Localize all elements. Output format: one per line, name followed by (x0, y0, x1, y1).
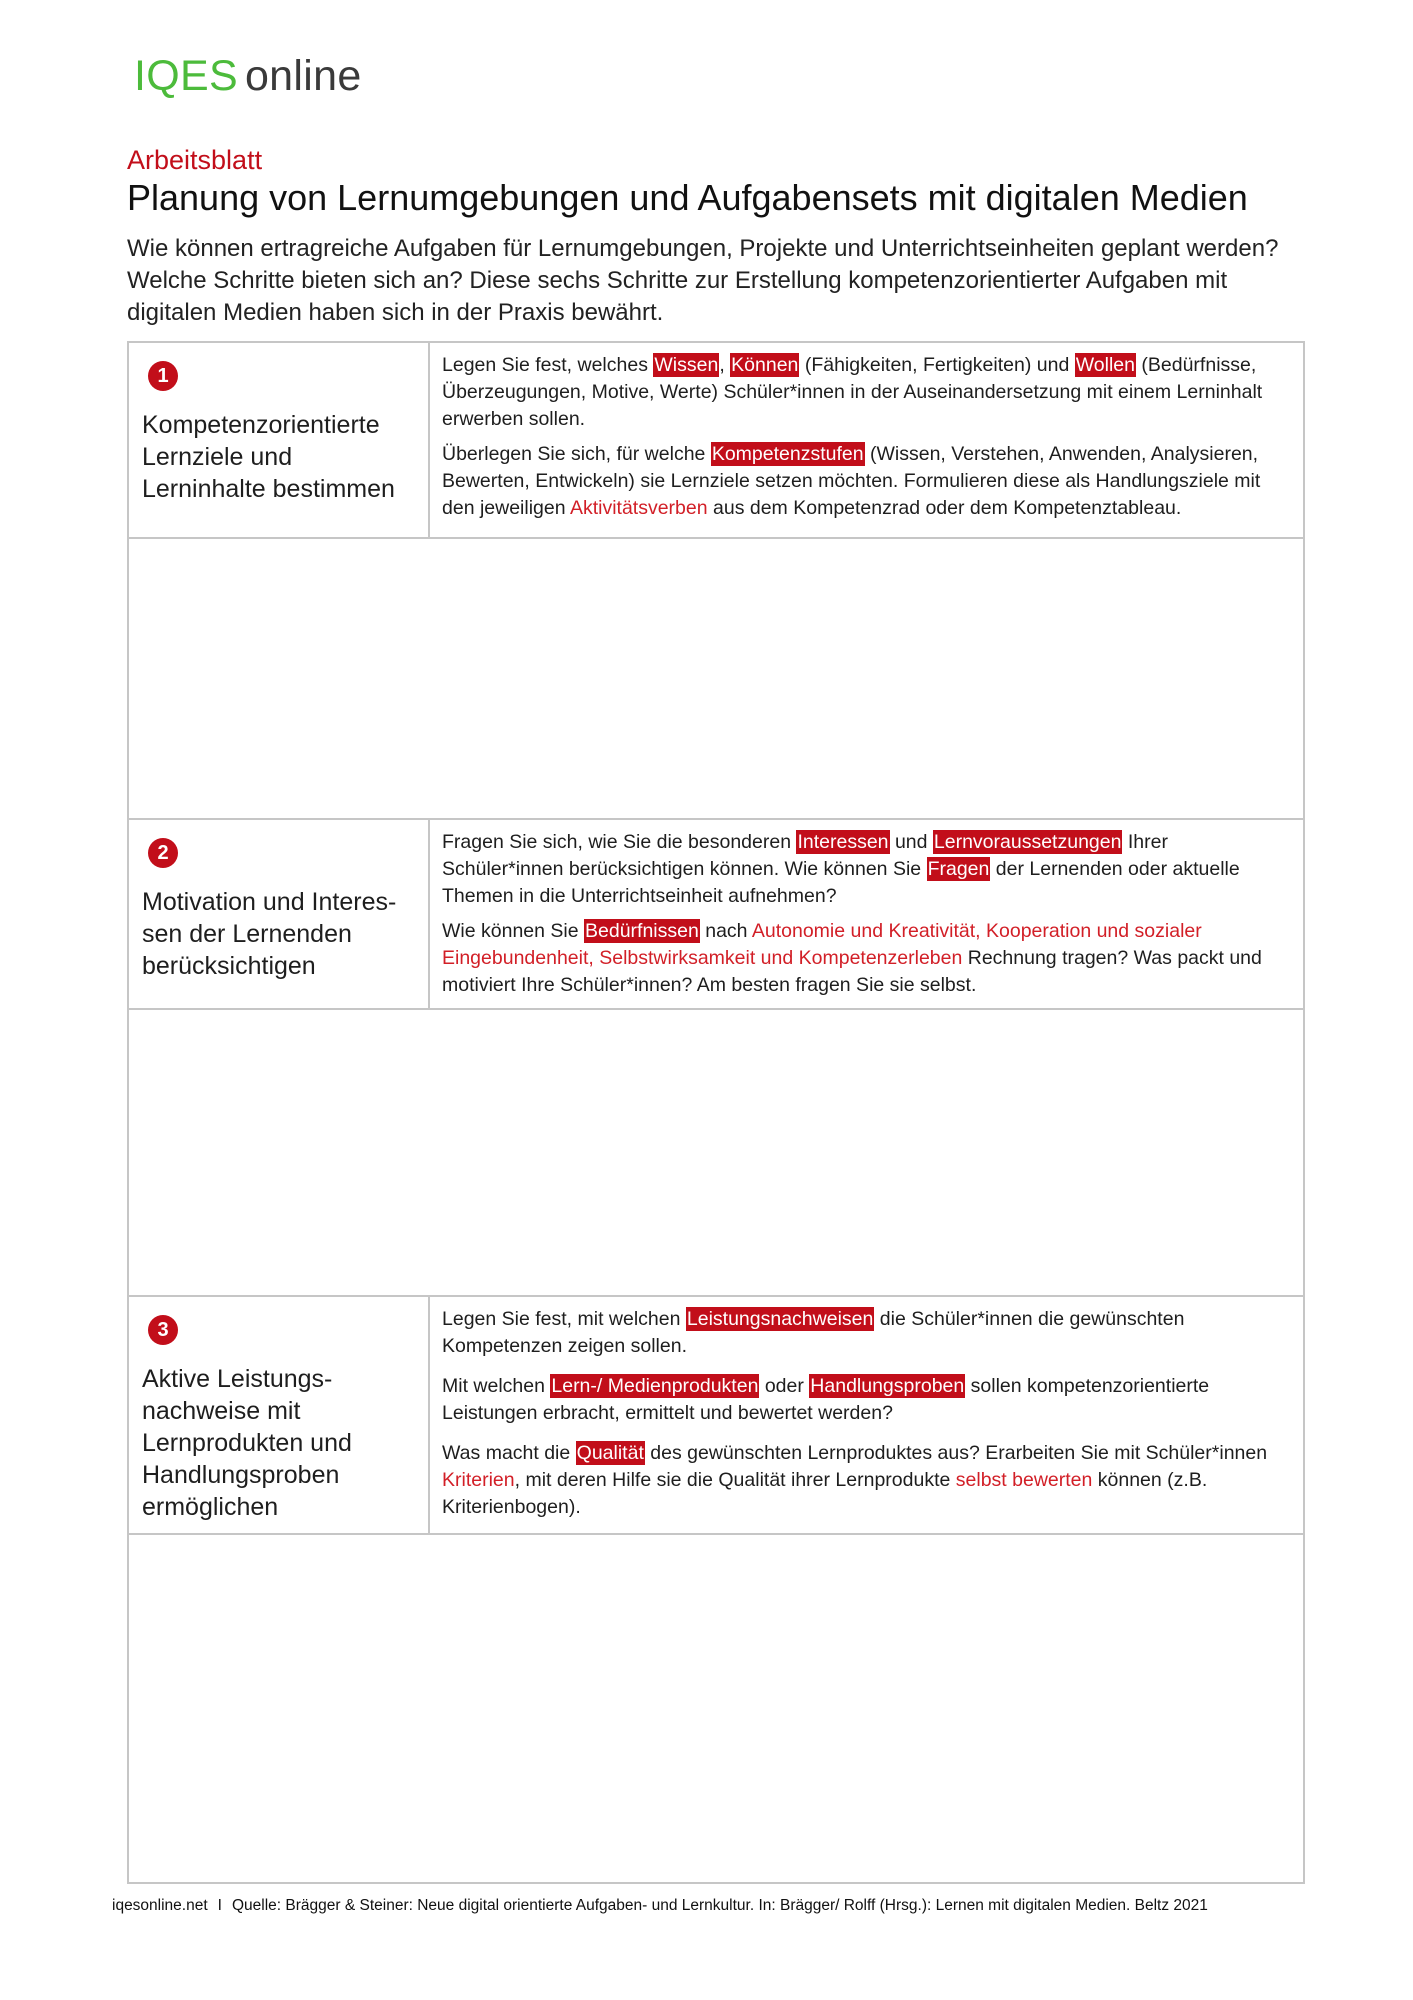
paragraph-text: Rechnung tragen? Was packt und motiviert Ihre Schüler*innen? Am besten fragen Sie sie selbst. (442, 947, 1262, 996)
highlighted-term: Wollen (1075, 354, 1135, 376)
highlighted-term: Bedürfnissen (585, 920, 699, 942)
paragraph-text: (Wissen, Verstehen, Anwenden, Analysieren, Bewerten, Entwickeln) sie Lernziele setzen möchten. Formulieren diese als Handlungsziele mit den jeweiligen (442, 443, 1261, 519)
answer-area-2 (129, 1008, 1303, 1295)
paragraph-text: Was macht die (442, 1442, 576, 1464)
step-title-line: Aktive Leistungs- (142, 1365, 333, 1393)
step-title (142, 409, 420, 505)
paragraph-text: die Schüler*innen die gewünschten Kompetenzen zeigen sollen. (442, 1308, 1185, 1357)
highlighted-term: Interessen (797, 831, 889, 853)
highlighted-term: Fragen (927, 858, 990, 880)
logo-iqes-text: IQES (134, 52, 238, 100)
step-description (430, 1297, 1303, 1533)
highlighted-term: Können (731, 354, 799, 376)
step-paragraph (442, 918, 1291, 999)
highlighted-term: Handlungsproben (810, 1375, 965, 1397)
step-title-line: berücksichtigen (142, 952, 316, 980)
answer-area-1 (129, 537, 1303, 818)
paragraph-text: (Fähigkeiten, Fertigkeiten) und (799, 354, 1075, 376)
step-title-line: nachweise mit (142, 1397, 301, 1425)
footer-site: iqesonline.net (112, 1897, 208, 1914)
step-paragraph (442, 352, 1291, 433)
step-title-line: Handlungsproben (142, 1461, 340, 1489)
steps-table (127, 341, 1305, 1884)
step-number-badge: 2 (148, 838, 178, 868)
paragraph-text: Wie können Sie (442, 920, 584, 942)
step-title-cell (129, 343, 430, 537)
step-paragraph (442, 1440, 1291, 1521)
step-title-line: Motivation und Interes- (142, 888, 397, 916)
paragraph-text: Überlegen Sie sich, für welche (442, 443, 711, 465)
intro-paragraph: Wie können ertragreiche Aufgaben für Lernumgebungen, Projekte und Unterrichtseinheiten geplant werden? Welche Schritte bieten sich an? Diese sechs Schritte zur Erstellung kompetenzorientierter Aufgaben mit digitalen Medien haben sich in der Praxis bewährt. (127, 235, 1279, 326)
iqes-online-logo (134, 52, 362, 100)
paragraph-text: der Lernenden oder aktuelle Themen in die Unterrichtseinheit aufnehmen? (442, 858, 1240, 907)
footer (112, 1895, 1208, 1917)
step-row-1 (129, 343, 1303, 537)
step-title-cell (129, 820, 430, 1008)
paragraph-text: Legen Sie fest, mit welchen (442, 1308, 686, 1330)
paragraph-text: Mit welchen (442, 1375, 551, 1397)
paragraph-text: Legen Sie fest, welches (442, 354, 654, 376)
step-title (142, 1363, 420, 1523)
paragraph-text: oder (759, 1375, 810, 1397)
step-title-line: sen der Lernenden (142, 920, 352, 948)
step-title-line: Lerninhalte bestimmen (142, 475, 395, 503)
step-number-badge: 1 (148, 361, 178, 391)
step-title-line: ermöglichen (142, 1493, 279, 1521)
paragraph-text: Ihrer Schüler*innen berücksichtigen können. Wie können Sie (442, 831, 1168, 880)
highlighted-term: Lernvoraussetzungen (933, 831, 1122, 853)
footer-separator: I (217, 1897, 222, 1914)
paragraph-text: können (z.B. Kriterienbogen). (442, 1469, 1208, 1518)
step-paragraph (442, 1373, 1291, 1427)
paragraph-text: (Bedürfnisse, Überzeugungen, Motive, Werte) Schüler*innen in der Auseinandersetzung mit einem Lerninhalt erwerben sollen. (442, 354, 1263, 430)
highlighted-term: Lern-/ Medienprodukten (551, 1375, 759, 1397)
answer-area-3 (129, 1533, 1303, 1882)
paragraph-text: und (889, 831, 933, 853)
step-title-line: Lernprodukten und (142, 1429, 352, 1457)
emphasized-text: selbst bewerten (955, 1469, 1093, 1491)
emphasized-text: Aktivitätsverben (569, 497, 708, 519)
step-title-cell (129, 1297, 430, 1533)
paragraph-text: Fragen Sie sich, wie Sie die besonderen (442, 831, 797, 853)
paragraph-text: , (719, 354, 731, 376)
step-title-line: Kompetenzorientierte (142, 411, 380, 439)
highlighted-term: Qualität (576, 1442, 644, 1464)
step-description (430, 820, 1303, 1008)
highlighted-term: Wissen (654, 354, 719, 376)
step-row-3 (129, 1295, 1303, 1533)
step-paragraph (442, 441, 1291, 522)
step-paragraph (442, 829, 1291, 910)
step-number-badge: 3 (148, 1315, 178, 1345)
emphasized-text: Autonomie und Kreativität, Kooperation und sozialer Eingebundenheit, Selbstwirksamkeit und Kompetenzerleben (442, 920, 1202, 969)
paragraph-text: aus dem Kompetenzrad oder dem Kompetenztableau. (707, 497, 1182, 519)
footer-source: Quelle: Brägger & Steiner: Neue digital orientierte Aufgaben- und Lernkultur. In: Brägger/ Rolff (Hrsg.): Lernen mit digitalen Medien. Beltz 2021 (231, 1897, 1208, 1914)
page-title: Planung von Lernumgebungen und Aufgabensets mit digitalen Medien (127, 177, 1248, 218)
paragraph-text: , mit deren Hilfe sie die Qualität ihrer Lernprodukte (514, 1469, 956, 1491)
step-row-2 (129, 818, 1303, 1008)
logo-online-text: online (244, 52, 362, 100)
step-description (430, 343, 1303, 537)
worksheet-kicker: Arbeitsblatt (127, 145, 263, 175)
paragraph-text: des gewünschten Lernproduktes aus? Erarbeiten Sie mit Schüler*innen (644, 1442, 1268, 1464)
paragraph-text: sollen kompetenzorientierte Leistungen erbracht, ermittelt und bewertet werden? (442, 1375, 1210, 1424)
highlighted-term: Leistungsnachweisen (686, 1308, 874, 1330)
step-title-line: Lernziele und (142, 443, 293, 471)
highlighted-term: Kompetenzstufen (711, 443, 864, 465)
paragraph-text: nach (699, 920, 752, 942)
emphasized-text: Kriterien (442, 1469, 515, 1491)
step-title (142, 886, 420, 982)
step-paragraph (442, 1306, 1291, 1360)
